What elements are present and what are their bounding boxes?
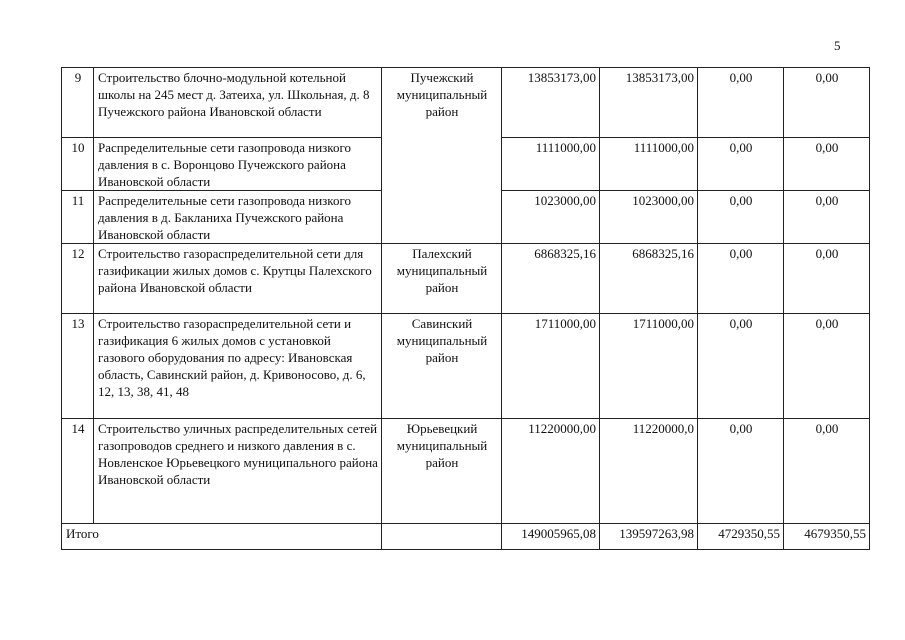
amount-col-6: 0,00 bbox=[784, 244, 870, 314]
total-label: Итого bbox=[62, 524, 382, 550]
amount-col-6: 0,00 bbox=[784, 138, 870, 191]
row-number: 12 bbox=[62, 244, 94, 314]
total-row bbox=[62, 524, 870, 550]
object-name: Строительство блочно-модульной котельной школы на 245 мест д. Затеиха, ул. Школьная, д. 8 Пучежского района Ивановской области bbox=[94, 68, 382, 138]
object-name: Распределительные сети газопровода низкого давления в с. Воронцово Пучежского района Ивановской области bbox=[94, 138, 382, 191]
amount-col-6: 0,00 bbox=[784, 314, 870, 419]
row-number: 10 bbox=[62, 138, 94, 191]
row-number: 13 bbox=[62, 314, 94, 419]
table-row bbox=[62, 419, 870, 524]
total-col-6: 4679350,55 bbox=[784, 524, 870, 550]
table-row bbox=[62, 314, 870, 419]
table-row bbox=[62, 68, 870, 138]
row-number: 14 bbox=[62, 419, 94, 524]
row-number: 9 bbox=[62, 68, 94, 138]
amount-col-5: 0,00 bbox=[698, 314, 784, 419]
district-name: Савинский муниципальный район bbox=[382, 314, 502, 419]
amount-regional: 1023000,00 bbox=[600, 191, 698, 244]
amount-regional: 6868325,16 bbox=[600, 244, 698, 314]
amount-col-6: 0,00 bbox=[784, 191, 870, 244]
amount-regional: 1111000,00 bbox=[600, 138, 698, 191]
amount-total: 1023000,00 bbox=[502, 191, 600, 244]
amount-total: 1111000,00 bbox=[502, 138, 600, 191]
budget-table bbox=[61, 67, 870, 550]
amount-col-6: 0,00 bbox=[784, 68, 870, 138]
table-row bbox=[62, 244, 870, 314]
total-amount: 149005965,08 bbox=[502, 524, 600, 550]
amount-regional: 1711000,00 bbox=[600, 314, 698, 419]
page-number: 5 bbox=[834, 38, 841, 53]
object-name: Строительство уличных распределительных сетей газопроводов среднего и низкого давления в с. Новленское Юрьевецкого муниципального района Ивановской области bbox=[94, 419, 382, 524]
amount-col-6: 0,00 bbox=[784, 419, 870, 524]
object-name: Распределительные сети газопровода низкого давления в д. Бакланиха Пучежского района Ивановской области bbox=[94, 191, 382, 244]
total-regional: 139597263,98 bbox=[600, 524, 698, 550]
amount-total: 11220000,00 bbox=[502, 419, 600, 524]
amount-col-5: 0,00 bbox=[698, 419, 784, 524]
amount-regional: 11220000,0 bbox=[600, 419, 698, 524]
amount-total: 13853173,00 bbox=[502, 68, 600, 138]
total-district-empty bbox=[382, 524, 502, 550]
amount-col-5: 0,00 bbox=[698, 68, 784, 138]
amount-total: 6868325,16 bbox=[502, 244, 600, 314]
district-name: Юрьевецкий муниципальный район bbox=[382, 419, 502, 524]
district-name: Пучежский муниципальный район bbox=[382, 68, 502, 244]
district-name: Палехский муниципальный район bbox=[382, 244, 502, 314]
total-col-5: 4729350,55 bbox=[698, 524, 784, 550]
amount-col-5: 0,00 bbox=[698, 138, 784, 191]
amount-col-5: 0,00 bbox=[698, 191, 784, 244]
object-name: Строительство газораспределительной сети и газификация 6 жилых домов с установкой газового оборудования по адресу: Ивановская область, Савинский район, д. Кривоносово, д. 6, 12, 13, 38, 41, 48 bbox=[94, 314, 382, 419]
row-number: 11 bbox=[62, 191, 94, 244]
amount-regional: 13853173,00 bbox=[600, 68, 698, 138]
object-name: Строительство газораспределительной сети для газификации жилых домов с. Крутцы Палехского района Ивановской области bbox=[94, 244, 382, 314]
amount-total: 1711000,00 bbox=[502, 314, 600, 419]
amount-col-5: 0,00 bbox=[698, 244, 784, 314]
